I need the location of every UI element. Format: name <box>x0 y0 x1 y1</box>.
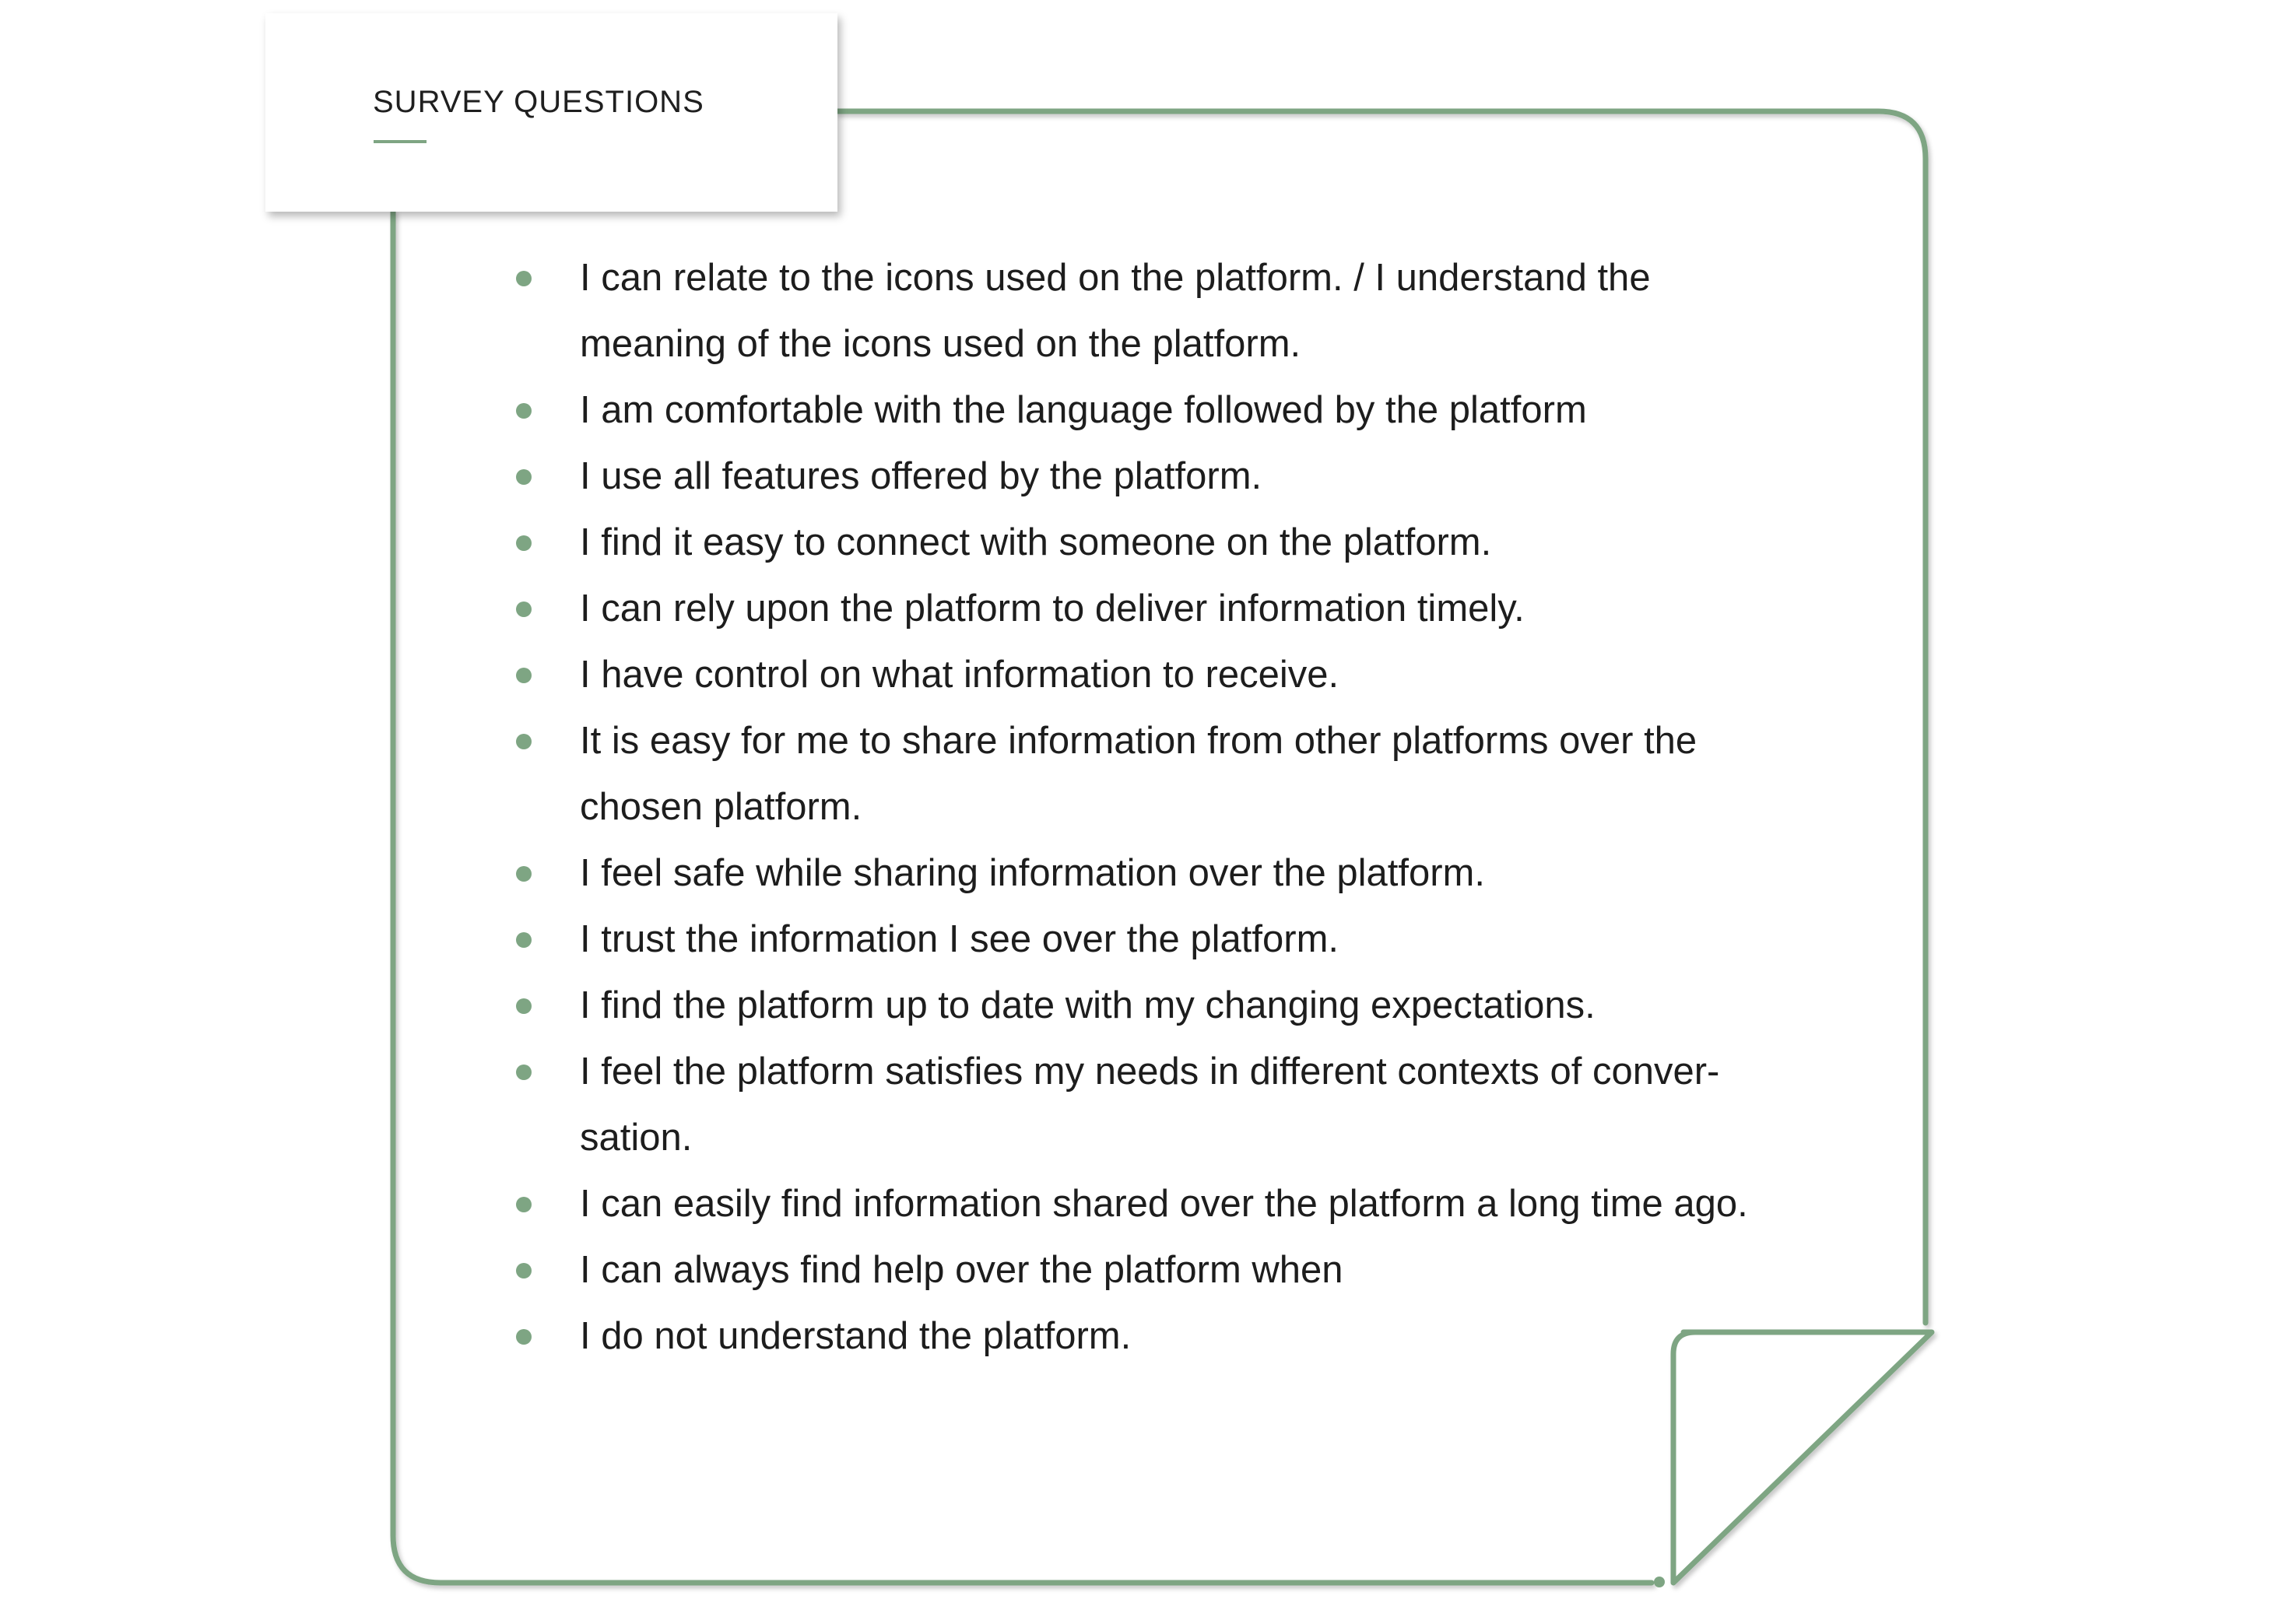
bullet-icon <box>516 1329 532 1345</box>
title-card <box>265 13 837 212</box>
question-text: It is easy for me to share information from other platforms over the chosen platform. <box>580 720 1697 828</box>
curl-dot <box>1654 1577 1665 1587</box>
bullet-icon <box>516 866 532 882</box>
bullet-icon <box>516 668 532 683</box>
bullet-icon <box>516 1263 532 1279</box>
list-item <box>516 708 1792 840</box>
list-item <box>516 1171 1792 1237</box>
bullet-icon <box>516 1065 532 1080</box>
question-text: I feel the platform satisfies my needs in different contexts of conver-sation. <box>580 1051 1720 1159</box>
bullet-icon <box>516 602 532 617</box>
list-item <box>516 973 1792 1039</box>
question-text: I can always find help over the platform when <box>580 1249 1343 1291</box>
page-curl <box>1673 1332 1932 1583</box>
question-text: I can easily find information shared over the platform a long time ago. <box>580 1183 1748 1225</box>
question-text: I am comfortable with the language followed by the platform <box>580 389 1587 431</box>
list-item <box>516 377 1792 444</box>
bullet-icon <box>516 932 532 948</box>
question-text: I find the platform up to date with my changing expectations. <box>580 984 1596 1026</box>
question-text: I can rely upon the platform to deliver information timely. <box>580 588 1525 630</box>
question-text: I find it easy to connect with someone on the platform. <box>580 521 1492 563</box>
list-item <box>516 907 1792 973</box>
bullet-icon <box>516 998 532 1014</box>
bullet-icon <box>516 271 532 286</box>
list-item <box>516 444 1792 510</box>
list-item <box>516 840 1792 907</box>
question-text: I have control on what information to receive. <box>580 654 1339 696</box>
question-text: I do not understand the platform. <box>580 1315 1132 1357</box>
title-underline <box>374 140 427 143</box>
bullet-icon <box>516 1197 532 1212</box>
question-text: I trust the information I see over the platform. <box>580 918 1339 960</box>
question-text: I can relate to the icons used on the platform. / I understand the meaning of the icons used on the platform. <box>580 257 1651 365</box>
list-item <box>516 1237 1792 1303</box>
list-item <box>516 576 1792 642</box>
list-item <box>516 642 1792 708</box>
bullet-icon <box>516 469 532 485</box>
bullet-icon <box>516 403 532 419</box>
list-item <box>516 245 1792 377</box>
list-item <box>516 1039 1792 1171</box>
question-list <box>516 245 1792 1370</box>
question-text: I use all features offered by the platform. <box>580 455 1262 497</box>
page-title: SURVEY QUESTIONS <box>373 85 704 119</box>
bullet-icon <box>516 734 532 749</box>
bullet-icon <box>516 535 532 551</box>
question-text: I feel safe while sharing information over the platform. <box>580 852 1485 894</box>
list-item <box>516 510 1792 576</box>
list-item <box>516 1303 1792 1370</box>
